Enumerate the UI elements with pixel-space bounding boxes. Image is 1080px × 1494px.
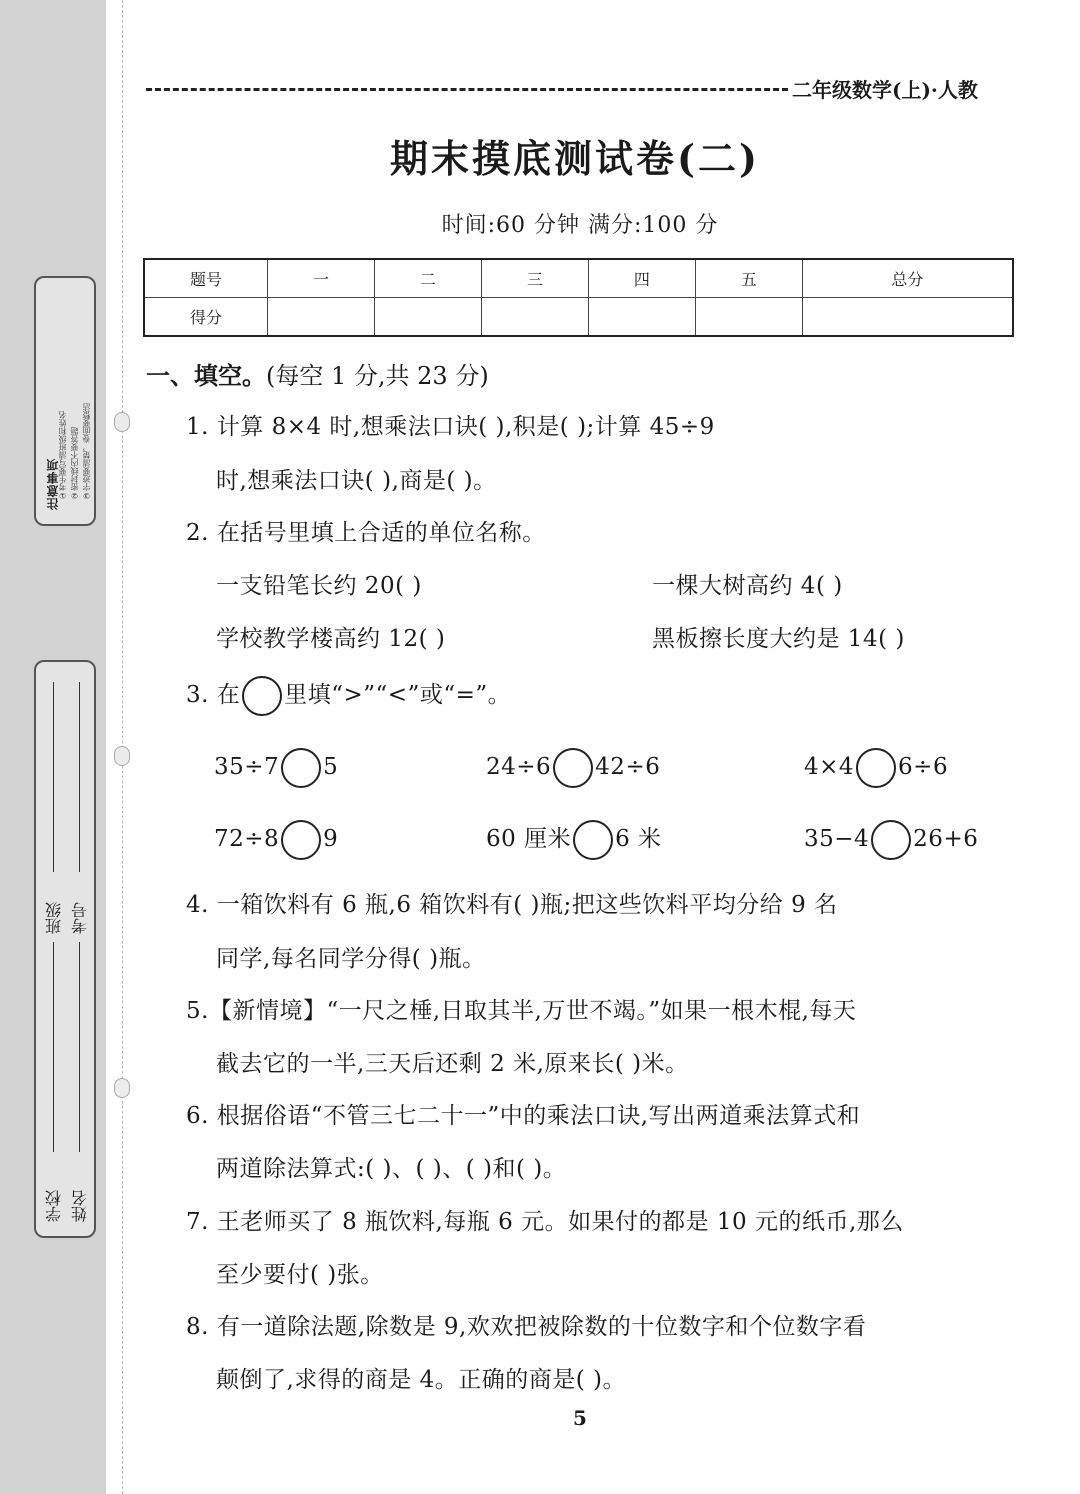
question-2-item-c: 学校教学楼高约 12( )	[216, 626, 446, 652]
name-label: 姓名	[70, 1190, 90, 1222]
question-1-line-2: 时,想乘法口诀( ),商是( )。	[216, 468, 497, 494]
compare-circle-3[interactable]	[856, 748, 896, 788]
score-cell-3[interactable]	[481, 298, 588, 337]
header-cell-3: 三	[481, 259, 588, 298]
question-5-line-2: 截去它的一半,三天后还剩 2 米,原来长( )米。	[216, 1051, 689, 1077]
notice-box	[34, 276, 96, 526]
student-info-box	[34, 660, 96, 1238]
info-column-2	[68, 662, 92, 1236]
question-2-item-b: 一棵大树高约 4( )	[652, 573, 843, 599]
question-7-line-2: 至少要付( )张。	[216, 1262, 384, 1288]
score-cell-2[interactable]	[374, 298, 481, 337]
question-2-item-d: 黑板擦长度大约是 14( )	[652, 626, 905, 652]
question-3-prefix: 3. 在	[186, 682, 241, 708]
compare-circle-6[interactable]	[871, 820, 911, 860]
school-label: 学校	[44, 1190, 64, 1222]
binding-hole-1	[114, 412, 130, 432]
header-cell-2: 二	[374, 259, 481, 298]
header-cell-question: 题号	[144, 259, 268, 298]
compare-circle-1[interactable]	[281, 748, 321, 788]
class-label: 班级	[44, 902, 64, 934]
compare-right: 6÷6	[898, 754, 949, 780]
score-cell-5[interactable]	[695, 298, 802, 337]
page-title: 期末摸底测试卷(二)	[390, 136, 760, 181]
compare-circle-4[interactable]	[281, 820, 321, 860]
header-cell-5: 五	[695, 259, 802, 298]
header-cell-4: 四	[588, 259, 695, 298]
answer-circle-icon	[242, 676, 282, 716]
question-2-line: 2. 在括号里填上合适的单位名称。	[186, 520, 546, 546]
compare-left: 4×4	[804, 754, 855, 780]
compare-left: 35÷7	[214, 754, 280, 780]
section-1-title: 一、填空。	[146, 361, 266, 390]
header-cell-1: 一	[268, 259, 375, 298]
compare-circle-5[interactable]	[573, 820, 613, 860]
grade-subject-label: 二年级数学(上)·人教	[792, 78, 978, 102]
binding-hole-2	[114, 746, 130, 766]
compare-right: 9	[323, 826, 339, 852]
question-3-line	[186, 676, 511, 716]
question-8-line-1: 8. 有一道除法题,除数是 9,欢欢把被除数的十位数字和个位数字看	[186, 1314, 867, 1340]
compare-right: 42÷6	[595, 754, 661, 780]
question-8-line-2: 颠倒了,求得的商是 4。正确的商是( )。	[216, 1367, 627, 1393]
score-cell-total[interactable]	[802, 298, 1013, 337]
compare-item-4	[214, 820, 338, 860]
question-6-line-2: 两道除法算式:( )、( )、( )和( )。	[216, 1156, 567, 1182]
score-table	[143, 258, 1014, 337]
score-table-score-row	[144, 298, 1013, 337]
compare-right: 6 米	[615, 826, 662, 852]
question-6-line-1: 6. 根据俗语“不管三七二十一”中的乘法口诀,写出两道乘法算式和	[186, 1103, 861, 1129]
question-4-line-1: 4. 一箱饮料有 6 瓶,6 箱饮料有( )瓶;把这些饮料平均分给 9 名	[186, 892, 838, 918]
question-7-line-1: 7. 王老师买了 8 瓶饮料,每瓶 6 元。如果付的都是 10 元的纸币,那么	[186, 1209, 904, 1235]
compare-item-6	[804, 820, 978, 860]
section-1-heading	[146, 356, 489, 391]
header-dashed-rule	[146, 88, 788, 91]
score-row-label: 得分	[144, 298, 268, 337]
compare-left: 24÷6	[486, 754, 552, 780]
exam-number-label: 考号	[70, 902, 90, 934]
school-line[interactable]	[53, 942, 54, 1152]
score-cell-4[interactable]	[588, 298, 695, 337]
compare-left: 72÷8	[214, 826, 280, 852]
notice-item-1: ①考生要写清班级和姓名	[58, 411, 67, 500]
page-number: 5	[573, 1406, 587, 1430]
score-cell-1[interactable]	[268, 298, 375, 337]
time-score-info: 时间:60 分钟 满分:100 分	[441, 213, 719, 238]
question-3-suffix: 里填“>”“<”或“=”。	[284, 682, 512, 708]
question-1-line-1: 1. 计算 8×4 时,想乘法口诀( ),积是( );计算 45÷9	[186, 414, 715, 440]
notice-item-2: ②密封线内不要答题	[70, 427, 79, 500]
score-table-header-row	[144, 259, 1013, 298]
question-2-item-a: 一支铅笔长约 20( )	[216, 573, 422, 599]
question-5-line-1: 5.【新情境】“一尺之棰,日取其半,万世不竭。”如果一根木棍,每天	[186, 998, 857, 1024]
compare-left: 60 厘米	[486, 826, 572, 852]
notice-item-3: ③字迹要清楚，卷面要整洁	[82, 403, 91, 500]
question-4-line-2: 同学,每名同学分得( )瓶。	[216, 946, 486, 972]
exam-number-line[interactable]	[79, 682, 80, 872]
compare-item-3	[804, 748, 948, 788]
compare-item-1	[214, 748, 338, 788]
header-cell-total: 总分	[802, 259, 1013, 298]
class-line[interactable]	[53, 682, 54, 872]
section-1-note: (每空 1 分,共 23 分)	[266, 362, 489, 390]
compare-item-2	[486, 748, 660, 788]
compare-left: 35−4	[804, 826, 870, 852]
binding-hole-3	[114, 1078, 130, 1098]
info-column-1	[42, 662, 66, 1236]
compare-circle-2[interactable]	[553, 748, 593, 788]
compare-item-5	[486, 820, 662, 860]
name-line[interactable]	[79, 942, 80, 1152]
notice-title: 注意事项	[46, 458, 60, 510]
compare-right: 26+6	[913, 826, 979, 852]
compare-right: 5	[323, 754, 339, 780]
